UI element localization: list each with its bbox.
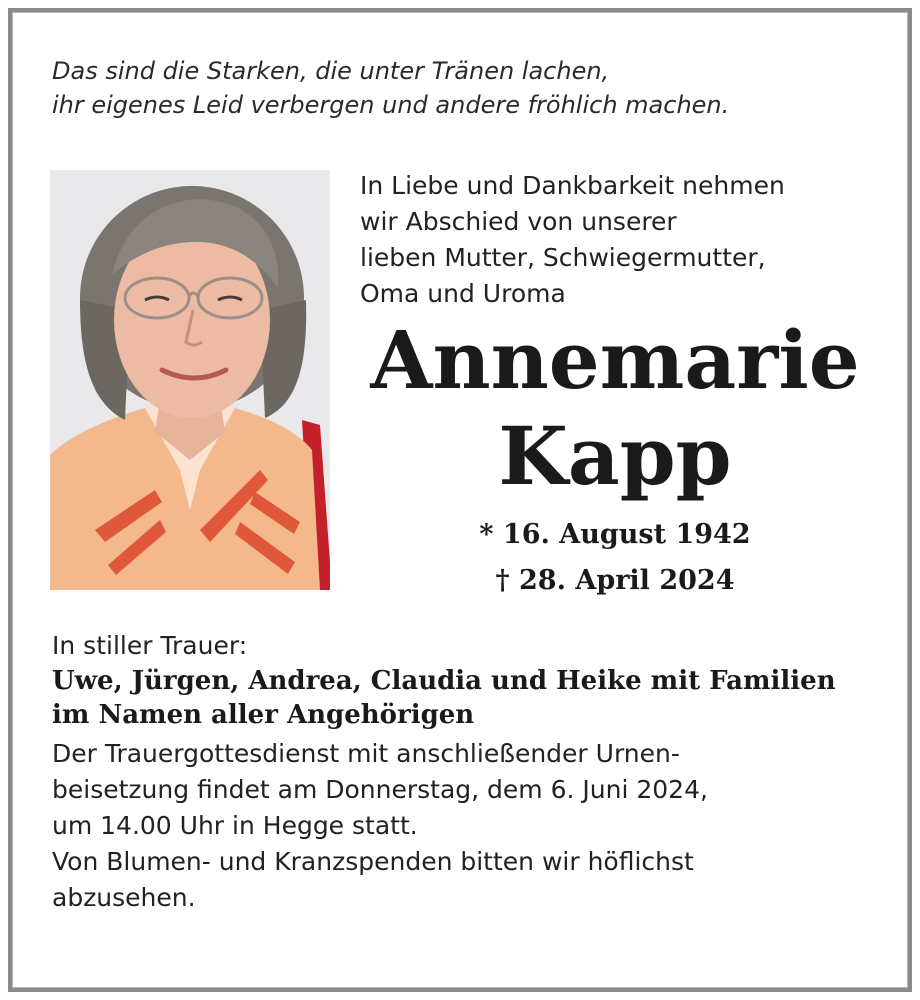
motto-line-2: ihr eigenes Leid verbergen und andere fröhlich machen. [52, 91, 730, 119]
motto-line-1: Das sind die Starken, die unter Tränen lachen, [52, 57, 610, 85]
service-notice [52, 736, 708, 916]
deceased-last-name: Kapp [498, 409, 732, 503]
intro-line-3: lieben Mutter, Schwiegermutter, [360, 243, 766, 272]
intro-text [360, 168, 785, 312]
mourners-line-2: im Namen aller Angehörigen [52, 700, 475, 730]
intro-line-4: Oma und Uroma [360, 279, 566, 308]
portrait-photo [50, 170, 330, 590]
service-line-1: Der Trauergottesdienst mit anschließender Urnen- [52, 739, 680, 768]
mourners-heading: In stiller Trauer: [52, 631, 248, 660]
service-line-5: abzusehen. [52, 883, 196, 912]
motto-quote [52, 54, 729, 122]
mourners-line-1: Uwe, Jürgen, Andrea, Claudia und Heike mit Familien [52, 666, 836, 696]
service-line-3: um 14.00 Uhr in Hegge statt. [52, 811, 418, 840]
intro-line-1: In Liebe und Dankbarkeit nehmen [360, 171, 785, 200]
mourners-names [52, 664, 836, 732]
deceased-first-name: Annemarie [370, 313, 860, 407]
service-line-2: beisetzung findet am Donnerstag, dem 6. Juni 2024, [52, 775, 708, 804]
portrait-illustration [50, 170, 330, 590]
death-date: † 28. April 2024 [495, 565, 735, 596]
birth-date: * 16. August 1942 [479, 519, 751, 550]
service-line-4: Von Blumen- und Kranzspenden bitten wir höflichst [52, 847, 694, 876]
intro-line-2: wir Abschied von unserer [360, 207, 677, 236]
